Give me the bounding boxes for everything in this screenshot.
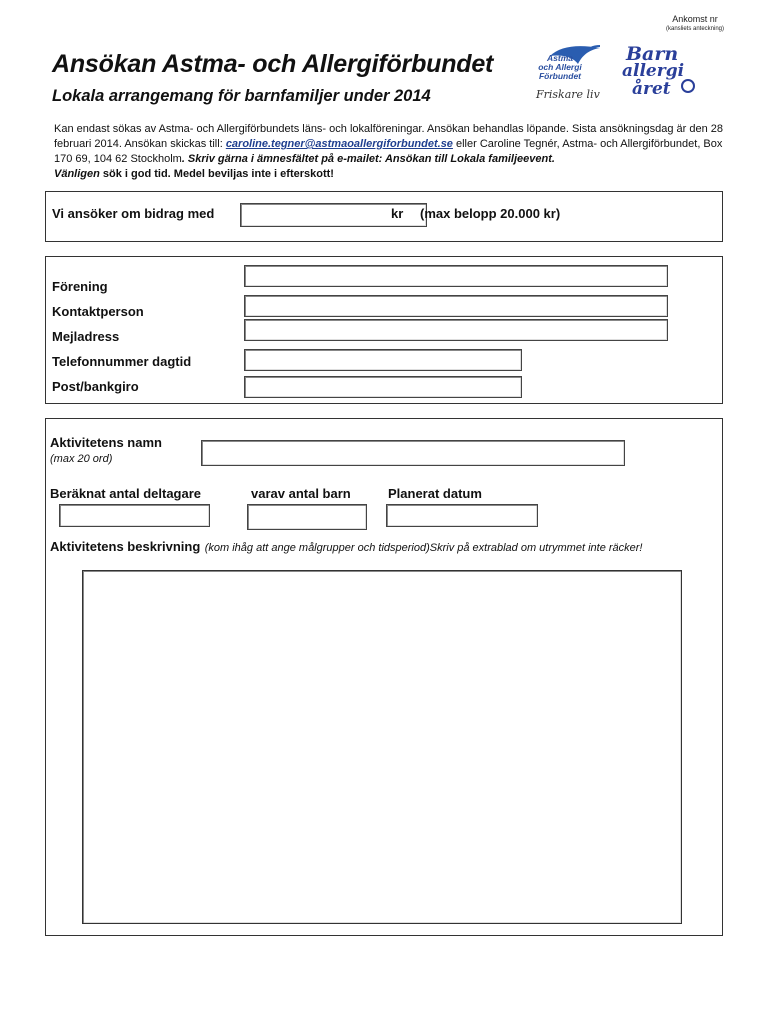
grant-max: (max belopp 20.000 kr): [420, 206, 561, 221]
organisation-section: [45, 256, 723, 404]
kontaktperson-label: Kontaktperson: [52, 304, 144, 319]
logo-line3: Förbundet: [538, 71, 582, 81]
page-subtitle: Lokala arrangemang för barnfamiljer under 2014: [52, 87, 431, 105]
barnallergiaret-logo: [622, 44, 696, 110]
description-textarea[interactable]: [82, 570, 682, 924]
intro-part4: Vänligen: [54, 168, 100, 180]
barn-logo-line3: året: [632, 79, 671, 99]
bankgiro-input[interactable]: [244, 376, 522, 398]
email-input[interactable]: [244, 319, 668, 341]
contact-email-link[interactable]: caroline.tegner@astmaoallergiforbundet.se: [225, 138, 453, 150]
description-heading: [50, 538, 642, 556]
activity-section: [45, 418, 723, 936]
logo-line2: och Allergi: [538, 62, 582, 72]
arrival-note: (kansliets anteckning): [665, 26, 725, 32]
grant-unit: kr: [391, 206, 404, 221]
participants-input[interactable]: [59, 504, 210, 527]
children-label: varav antal barn: [251, 486, 351, 501]
kontaktperson-input[interactable]: [244, 295, 668, 317]
intro-subject-hint: . Skriv gärna i ämnesfältet på e-mailet: Ansökan till Lokala familjeevent.: [181, 153, 555, 165]
swirl-icon: [678, 74, 698, 98]
forening-input[interactable]: [244, 265, 668, 287]
barn-logo-line1: Barn: [626, 43, 679, 65]
arrival-label: Ankomst nr: [672, 14, 718, 24]
activity-name-note: (max 20 ord): [50, 453, 113, 465]
astma-allergi-logo: [530, 42, 606, 108]
email-label: Mejladress: [52, 329, 120, 344]
phone-input[interactable]: [244, 349, 522, 371]
intro-text: [54, 122, 724, 182]
logo-line1: Astma: [547, 53, 573, 63]
phone-label: Telefonnummer dagtid: [52, 354, 192, 369]
description-note: (kom ihåg att ange målgrupper och tidsperiod)Skriv på extrablad om utrymmet inte räcker!: [204, 542, 643, 554]
grant-label: Vi ansöker om bidrag med: [52, 206, 215, 221]
intro-part5: sök i god tid. Medel beviljas inte i efterskott!: [99, 168, 334, 180]
date-label: Planerat datum: [388, 486, 482, 501]
children-input[interactable]: [247, 504, 367, 530]
participants-label: Beräknat antal deltagare: [50, 486, 202, 501]
bankgiro-label: Post/bankgiro: [52, 379, 139, 394]
intro-part2: eller Caroline Tegnér, Astma- och Allergiförbundet, Box 170 69, 104 62 Stockholm: [54, 138, 723, 165]
intro-part1: Kan endast sökas av Astma- och Allergiförbundets läns- och lokalföreningar. Ansökan behandlas löpande. Sista ansökningsdag är den 28 februari 2014. Ansökan skickas till:: [54, 123, 723, 150]
activity-name-label: Aktivitetens namn: [50, 435, 162, 450]
arrival-number: [640, 14, 750, 33]
page-title: Ansökan Astma- och Allergiförbundet: [52, 50, 494, 78]
description-label: Aktivitetens beskrivning: [50, 539, 201, 554]
grant-section: [45, 191, 723, 242]
forening-label: Förening: [52, 279, 108, 294]
activity-name-input[interactable]: [201, 440, 625, 466]
logo-tagline: Friskare liv: [536, 88, 600, 101]
date-input[interactable]: [386, 504, 538, 527]
barn-logo-line2: allergi: [622, 61, 685, 81]
